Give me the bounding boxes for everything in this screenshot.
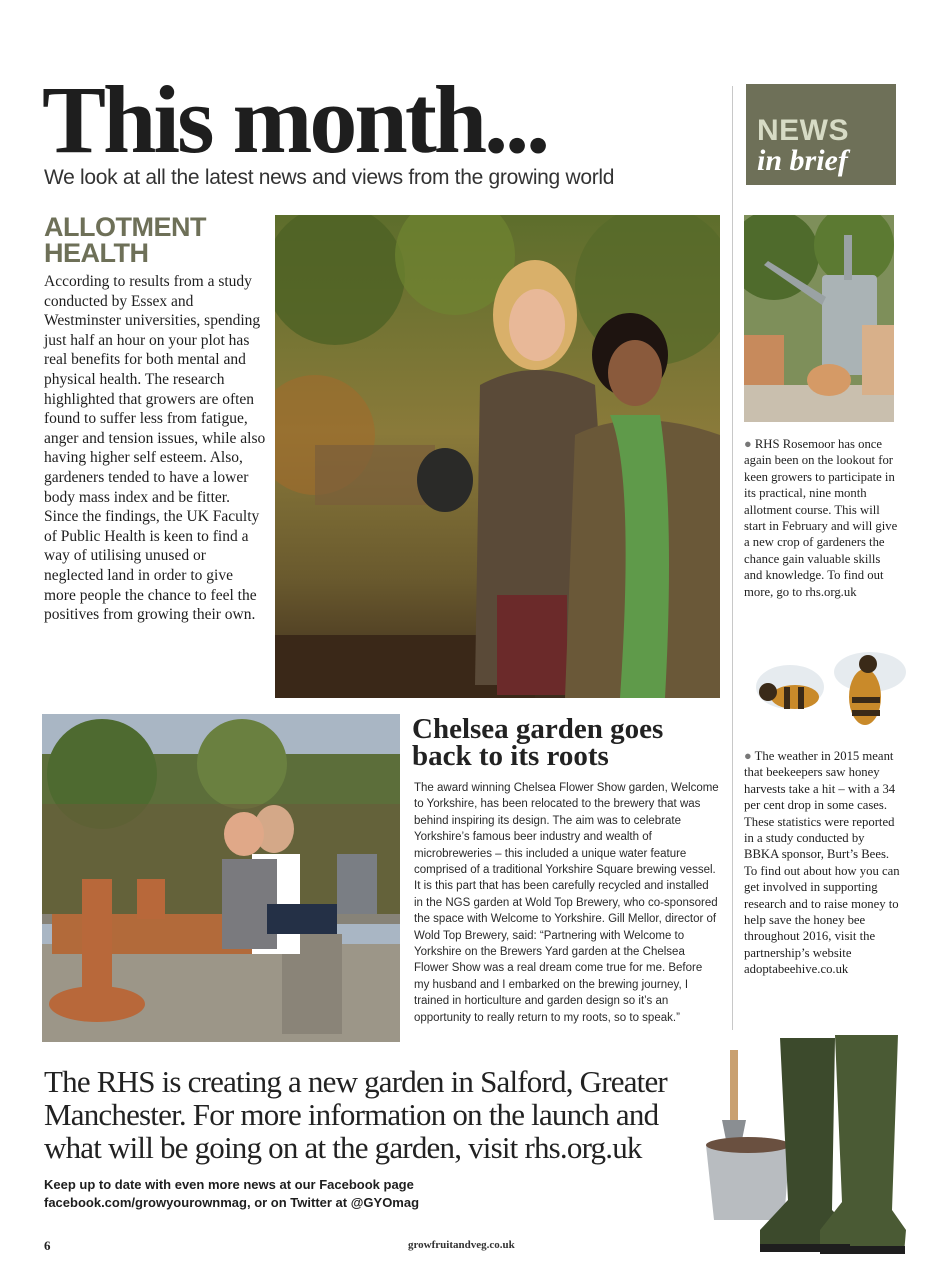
page-title: This month... bbox=[42, 66, 548, 173]
watering-can-photo bbox=[744, 215, 894, 422]
bullet-icon: ● bbox=[744, 749, 752, 763]
brief-item-honey bbox=[744, 748, 900, 978]
site-url: growfruitandveg.co.uk bbox=[408, 1239, 515, 1251]
brief-item-rosemoor bbox=[744, 436, 900, 600]
in-brief-label: in brief bbox=[757, 144, 848, 177]
brief-item-honey-text: The weather in 2015 meant that beekeepers saw honey harvests take a hit – with a 34 per cent drop in some cases. These statistics were reported in a study conducted by BBKA sponsor, Burt’s Bees. To find out about how you can get involved in supporting research and to raise money to help save the honey bee throughout 2016, visit the partnership’s website adoptabeehive.co.uk bbox=[744, 749, 900, 977]
allotment-health-body: According to results from a study conducted by Essex and Westminster universities, spending just half an hour on your plot has real benefits for both mental and physical health. The research highlighted that growers are often found to suffer less from fatigue, anger and tension issues, while also having higher self esteem. Also, gardeners tended to have a lower body mass index and be fitter. Since the findings, the UK Faculty of Public Health is keen to find a way of utilising unused or neglected land in order to give more people the chance to feel the positives from growing their own. bbox=[44, 273, 266, 624]
news-label: NEWS bbox=[757, 114, 849, 147]
brief-item-rosemoor-text: RHS Rosemoor has once again been on the lookout for keen growers to participate in its practical, nine month allotment course. This will start in February and will give a new crop of gardeners the chance gain valuable skills and knowledge. To find out more, go to rhs.org.uk bbox=[744, 437, 898, 599]
page-number: 6 bbox=[44, 1238, 51, 1253]
rhs-salford-promo: The RHS is creating a new garden in Salford, Greater Manchester. For more information on the launch and what will be going on at the garden, visit rhs.org.uk bbox=[44, 1064, 667, 1165]
wellies-bucket-image bbox=[700, 1030, 910, 1262]
chelsea-garden-photo bbox=[42, 714, 400, 1042]
allotment-health-heading: ALLOTMENT HEALTH bbox=[44, 212, 206, 268]
bullet-icon: ● bbox=[744, 437, 752, 451]
facebook-line-2: facebook.com/growyourownmag, or on Twitter at @GYOmag bbox=[44, 1195, 420, 1210]
page-subtitle: We look at all the latest news and views from the growing world bbox=[44, 166, 615, 189]
facebook-line-1: Keep up to date with even more news at our Facebook page bbox=[44, 1177, 414, 1192]
news-in-brief-box bbox=[746, 84, 896, 185]
chelsea-garden-heading: Chelsea garden goes back to its roots bbox=[412, 713, 664, 772]
bees-image bbox=[740, 642, 920, 742]
gardening-women-photo bbox=[275, 215, 720, 698]
column-divider bbox=[732, 86, 733, 1032]
chelsea-garden-body: The award winning Chelsea Flower Show garden, Welcome to Yorkshire, has been relocated to the brewery that was behind inspiring its design. The aim was to celebrate Yorkshire’s famous beer industry and wealth of microbreweries – this included a unique water feature comprised of a traditional Yorkshire Square brewing vessel. It is this part that has been carefully recycled and installed in the NGS garden at Wold Top Brewery, who co-sponsored the space with Welcome to Yorkshire. Gill Mellor, director of Wold Top Brewery, said: “Partnering with Welcome to Yorkshire on the Brewers Yard garden at the Chelsea Flower Show was a real dream come true for me. Before my husband and I embarked on the brewing journey, I trained in horticulture and garden design so it’s an opportunity to really return to my roots, so to speak.” bbox=[414, 782, 719, 1024]
